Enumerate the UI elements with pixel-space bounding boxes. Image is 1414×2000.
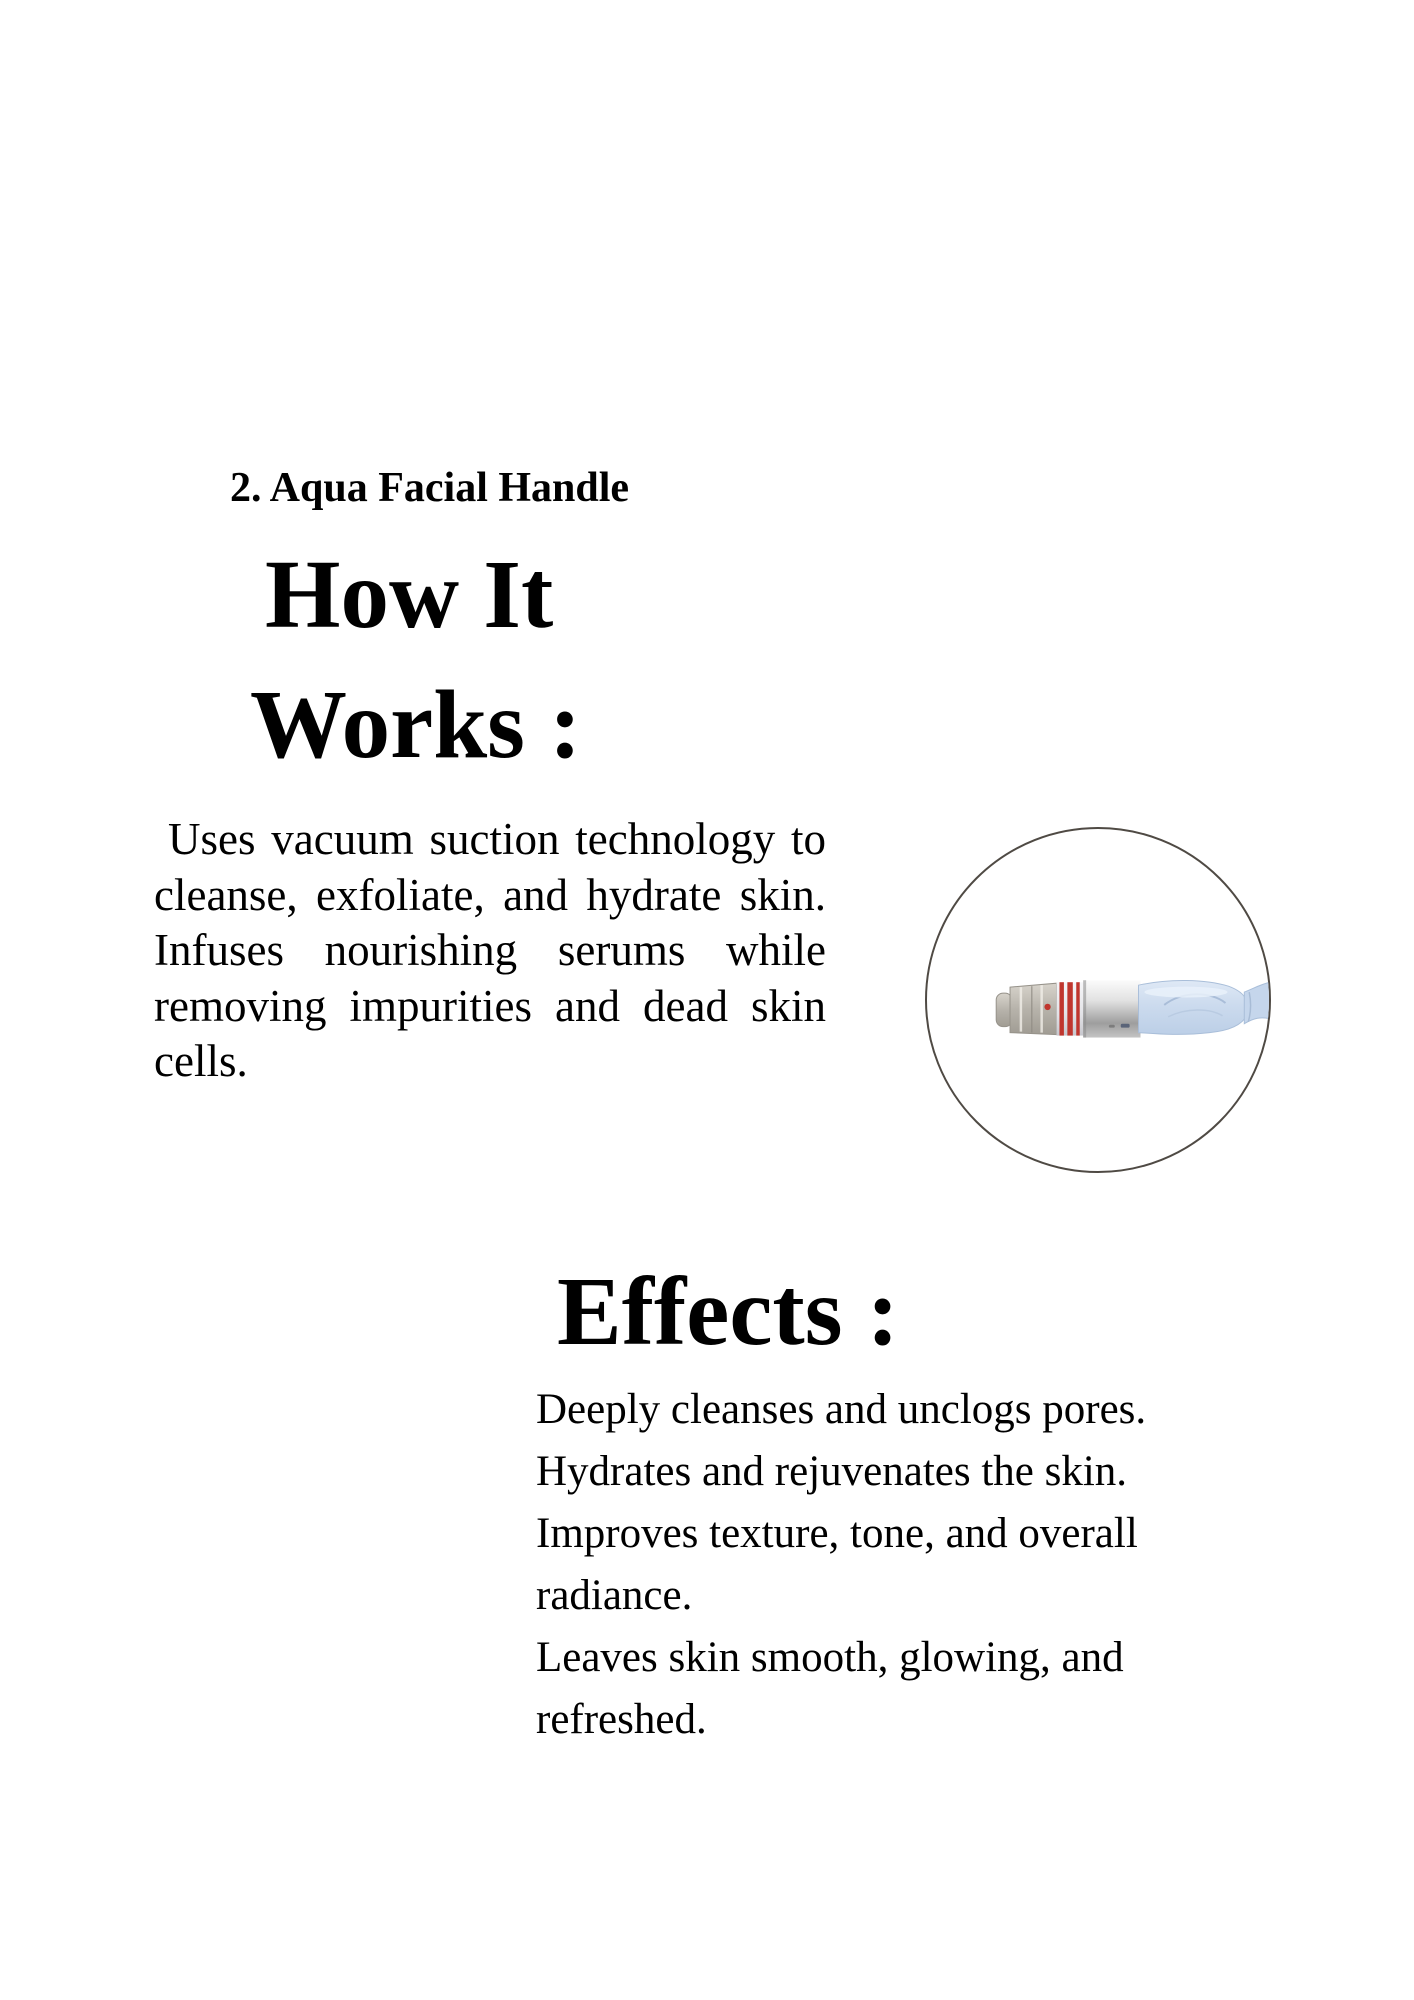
how-it-works-heading	[250, 530, 581, 790]
effects-item: Improves texture, tone, and overall radiance.	[536, 1510, 1138, 1619]
how-it-works-heading-line1: How It	[265, 541, 554, 648]
how-it-works-body: Uses vacuum suction technology to cleanse, exfoliate, and hydrate skin. Infuses nourishing serums while removing impurities and dead skin cells.	[154, 814, 826, 1086]
section-title: 2. Aqua Facial Handle	[230, 465, 630, 511]
device-cable	[1244, 982, 1269, 1024]
effects-item: Deeply cleanses and unclogs pores.	[536, 1386, 1147, 1433]
aqua-facial-handle-photo	[925, 827, 1271, 1173]
effects-item: Leaves skin smooth, glowing, and refreshed.	[536, 1634, 1124, 1743]
tip-red-mark	[1044, 1004, 1050, 1010]
effects-item: Hydrates and rejuvenates the skin.	[536, 1448, 1128, 1495]
aqua-facial-handle-device	[927, 829, 1269, 1171]
device-tip	[996, 983, 1056, 1034]
chrome-band	[1083, 980, 1140, 1037]
red-stripe-ring	[1056, 982, 1085, 1035]
effects-list	[536, 1379, 1166, 1751]
chrome-marking	[1109, 1025, 1115, 1028]
how-it-works-heading-line2: Works :	[250, 671, 582, 778]
device-handle	[1139, 980, 1247, 1034]
chrome-marking	[1121, 1024, 1130, 1028]
effects-heading: Effects :	[557, 1258, 900, 1365]
